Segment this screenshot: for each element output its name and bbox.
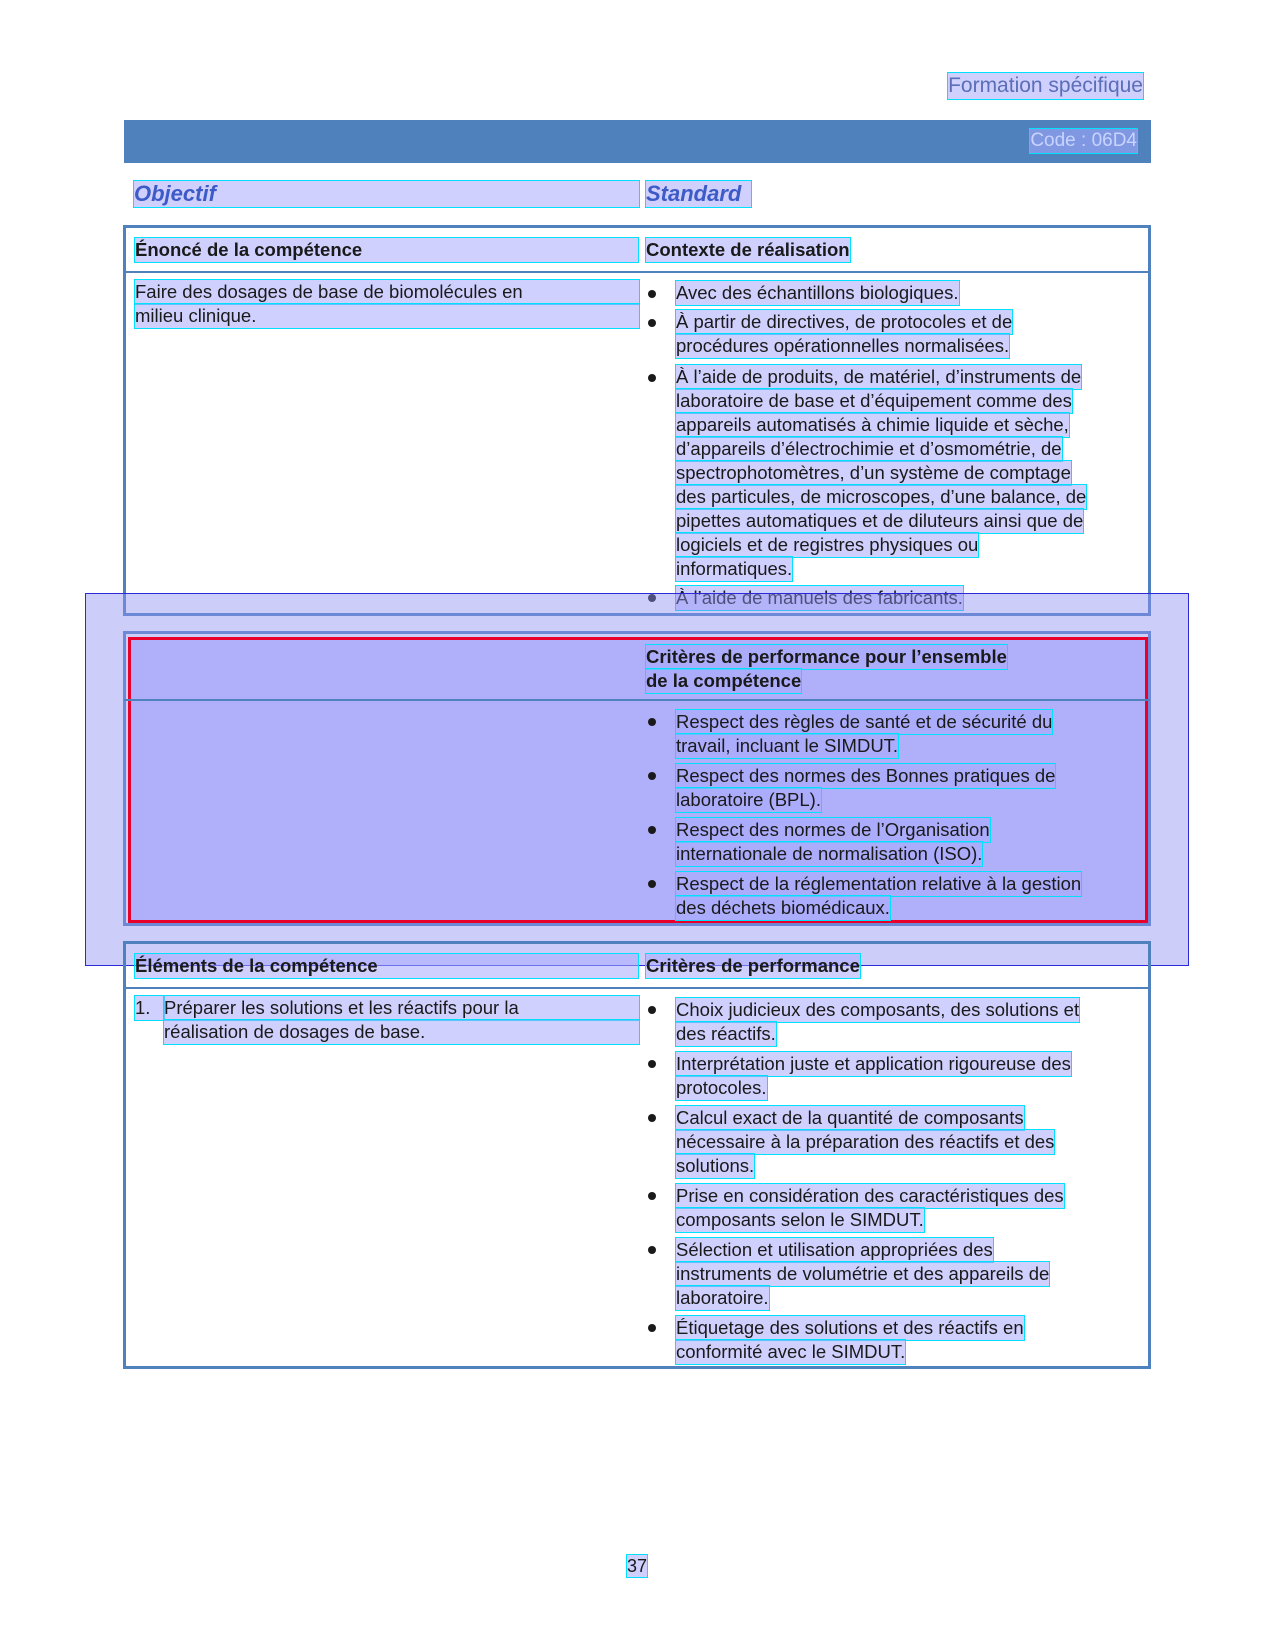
criteria-line: Respect des normes de l’Organisation bbox=[676, 819, 990, 840]
bullet-icon bbox=[648, 826, 656, 834]
competency-code: Code : 06D4 bbox=[1030, 130, 1137, 151]
criteria-line: travail, incluant le SIMDUT. bbox=[676, 735, 899, 756]
element-line: réalisation de dosages de base. bbox=[164, 1020, 639, 1044]
bullet-icon bbox=[648, 772, 656, 780]
bullet-icon bbox=[648, 718, 656, 726]
context-line: Avec des échantillons biologiques. bbox=[676, 282, 959, 303]
element-number: 1. bbox=[135, 996, 164, 1020]
criteria-line: laboratoire. bbox=[676, 1287, 769, 1308]
bullet-icon bbox=[648, 1246, 656, 1254]
context-line: appareils automatisés à chimie liquide et sèche, bbox=[676, 414, 1069, 435]
context-line: procédures opérationnelles normalisées. bbox=[676, 335, 1010, 356]
criteria-line: Choix judicieux des composants, des solutions et bbox=[676, 999, 1080, 1020]
criteria-line: nécessaire à la préparation des réactifs et des bbox=[676, 1131, 1055, 1152]
context-line: laboratoire de base et d’équipement comme des bbox=[676, 390, 1072, 411]
statement-line: Faire des dosages de base de biomolécules en bbox=[135, 280, 639, 304]
elements-header: Éléments de la compétence bbox=[135, 954, 638, 978]
page-number: 37 bbox=[627, 1556, 648, 1576]
overall-criteria-header: Critères de performance pour l’ensemble bbox=[646, 646, 1007, 667]
bullet-icon bbox=[648, 1060, 656, 1068]
criteria-line: des réactifs. bbox=[676, 1023, 776, 1044]
bullet-icon bbox=[648, 1324, 656, 1332]
criteria-line: conformité avec le SIMDUT. bbox=[676, 1341, 906, 1362]
context-line: d’appareils d’électrochimie et d’osmométrie, de bbox=[676, 438, 1062, 459]
criteria-line: Respect des normes des Bonnes pratiques de bbox=[676, 765, 1056, 786]
criteria-line: Respect de la réglementation relative à la gestion bbox=[676, 873, 1082, 894]
criteria-line: protocoles. bbox=[676, 1077, 767, 1098]
overall-criteria-header: de la compétence bbox=[646, 670, 802, 691]
criteria-line: internationale de normalisation (ISO). bbox=[676, 843, 983, 864]
bullet-icon bbox=[648, 1114, 656, 1122]
element-line: Préparer les solutions et les réactifs pour la bbox=[164, 996, 639, 1020]
criteria-line: Respect des règles de santé et de sécurité du bbox=[676, 711, 1053, 732]
bullet-icon bbox=[648, 880, 656, 888]
running-header-title: Formation spécifique bbox=[948, 74, 1143, 97]
code-band bbox=[124, 120, 1151, 163]
context-line: spectrophotomètres, d’un système de comptage bbox=[676, 462, 1071, 483]
context-line: informatiques. bbox=[676, 558, 793, 579]
context-line: logiciels et de registres physiques ou bbox=[676, 534, 979, 555]
context-line: des particules, de microscopes, d’une balance, de bbox=[676, 486, 1087, 507]
criteria-line: Interprétation juste et application rigoureuse des bbox=[676, 1053, 1071, 1074]
performance-criteria-header: Critères de performance bbox=[646, 955, 860, 976]
context-line: pipettes automatiques et de diluteurs ainsi que de bbox=[676, 510, 1084, 531]
criteria-line: solutions. bbox=[676, 1155, 755, 1176]
context-line: À l’aide de produits, de matériel, d’instruments de bbox=[676, 366, 1082, 387]
criteria-line: instruments de volumétrie et des appareils de bbox=[676, 1263, 1050, 1284]
criteria-line: Étiquetage des solutions et des réactifs en bbox=[676, 1317, 1024, 1338]
context-header: Contexte de réalisation bbox=[646, 239, 850, 260]
bullet-icon bbox=[648, 374, 656, 382]
criteria-line: Prise en considération des caractéristiques des bbox=[676, 1185, 1064, 1206]
criteria-line: Sélection et utilisation appropriées des bbox=[676, 1239, 993, 1260]
criteria-line: des déchets biomédicaux. bbox=[676, 897, 890, 918]
table-rule bbox=[124, 271, 1150, 273]
statement-header: Énoncé de la compétence bbox=[135, 238, 638, 262]
standard-title: Standard bbox=[646, 181, 751, 207]
criteria-line: Calcul exact de la quantité de composants bbox=[676, 1107, 1024, 1128]
criteria-line: composants selon le SIMDUT. bbox=[676, 1209, 924, 1230]
bullet-icon bbox=[648, 1192, 656, 1200]
bullet-icon bbox=[648, 1006, 656, 1014]
bullet-icon bbox=[648, 290, 656, 298]
context-line: À partir de directives, de protocoles et de bbox=[676, 311, 1013, 332]
table-rule bbox=[124, 987, 1150, 989]
table-rule bbox=[124, 699, 1150, 701]
statement-line: milieu clinique. bbox=[135, 304, 639, 328]
bullet-icon bbox=[648, 319, 656, 327]
objective-title: Objectif bbox=[134, 181, 639, 207]
context-line: À l’aide de manuels des fabricants. bbox=[676, 587, 963, 608]
criteria-line: laboratoire (BPL). bbox=[676, 789, 821, 810]
